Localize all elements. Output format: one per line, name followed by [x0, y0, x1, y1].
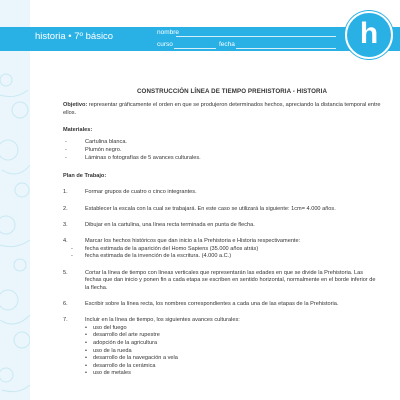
- step-item: [63, 222, 381, 229]
- step-number: 6.: [63, 300, 68, 307]
- logo-letter: h: [359, 16, 379, 50]
- step-item: [63, 317, 381, 324]
- material-item: - Plumón negro.: [63, 147, 381, 154]
- step-item: [63, 206, 381, 213]
- step-item: [63, 238, 381, 245]
- document-body: [63, 88, 381, 378]
- cultural-advance-item: • uso de la rueda: [63, 348, 381, 356]
- step-text: Incluir en la línea de tiempo, los siguientes avances culturales:: [85, 317, 240, 324]
- grade-label: 7º básico: [74, 31, 114, 42]
- step-number: 2.: [63, 205, 68, 212]
- cultural-advance-item: • desarrollo de la cerámica: [63, 363, 381, 371]
- h-logo: [345, 11, 393, 59]
- materials-heading: Materiales:: [63, 127, 93, 134]
- objective-paragraph: [63, 102, 381, 117]
- course-field[interactable]: [174, 48, 216, 49]
- step-number: 1.: [63, 189, 68, 196]
- step-item: [63, 189, 381, 196]
- step-number: 4.: [63, 238, 68, 245]
- separator-dot: •: [68, 31, 72, 42]
- material-item: - Láminas o fotografías de 5 avances culturales.: [63, 155, 381, 162]
- step-item: [63, 301, 381, 308]
- step-item: [63, 270, 381, 292]
- subject-label: historia: [35, 31, 66, 42]
- decorative-sidebar: [0, 0, 30, 400]
- cultural-advance-item: • adopción de la agricultura: [63, 340, 381, 348]
- step-text: Cortar la línea de tiempo con líneas verticales que representarán las edades en que se divide la Prehistoria. Las fechas que dan inicio y ponen fin a cada etapa se escriben en sentido horizontal, normalmente en el borde inferior de la flecha.: [85, 269, 376, 291]
- course-label: curso: [157, 41, 173, 48]
- step-number: 5.: [63, 269, 68, 276]
- objective-label: Objetivo:: [63, 102, 88, 109]
- cultural-advance-item: • uso de metales: [63, 370, 381, 378]
- material-item: - Cartulina blanca.: [63, 139, 381, 146]
- document-title: CONSTRUCCIÓN LÍNEA DE TIEMPO PREHISTORIA - HISTORIA: [136, 88, 328, 95]
- step-sub-item: - fecha estimada de la invención de la escritura. (4.000 a.C.): [63, 253, 381, 260]
- swirl-pattern: [0, 0, 30, 400]
- cultural-advance-item: • uso del fuego: [63, 325, 381, 333]
- step-text: Formar grupos de cuatro o cinco integrantes.: [85, 189, 197, 196]
- date-label: fecha: [219, 41, 235, 48]
- name-field[interactable]: [176, 36, 336, 37]
- cultural-advance-item: • desarrollo de la navegación a vela: [63, 355, 381, 363]
- step-sub-item: - fecha estimada de la aparición del Homo Sapiens (35.000 años atrás): [63, 246, 381, 253]
- date-field[interactable]: [236, 48, 336, 49]
- step-number: 3.: [63, 222, 68, 229]
- name-label: nombre: [157, 29, 180, 36]
- objective-text: representar gráficamente el orden en que se produjeron determinados hechos, apreciando la distancia temporal entre ellos.: [63, 102, 381, 116]
- plan-heading: Plan de Trabajo:: [63, 172, 107, 179]
- subject-grade-label: [35, 31, 113, 42]
- cultural-advance-item: • desarrollo del arte rupestre: [63, 332, 381, 340]
- step-text: Escribir sobre la línea recta, los nombres correspondientes a cada una de las etapas de la Prehistoria.: [85, 300, 339, 307]
- step-text: Marcar los hechos históricos que dan inicio a la Prehistoria e Historia respectivamente:: [85, 238, 301, 245]
- step-text: Establecer la escala con la cual se trabajará. En este caso se utilizará la siguiente: 1cm= 4.000 años.: [85, 205, 336, 212]
- step-text: Dibujar en la cartulina, una línea recta terminada en punta de flecha.: [85, 222, 255, 229]
- step-number: 7.: [63, 317, 68, 324]
